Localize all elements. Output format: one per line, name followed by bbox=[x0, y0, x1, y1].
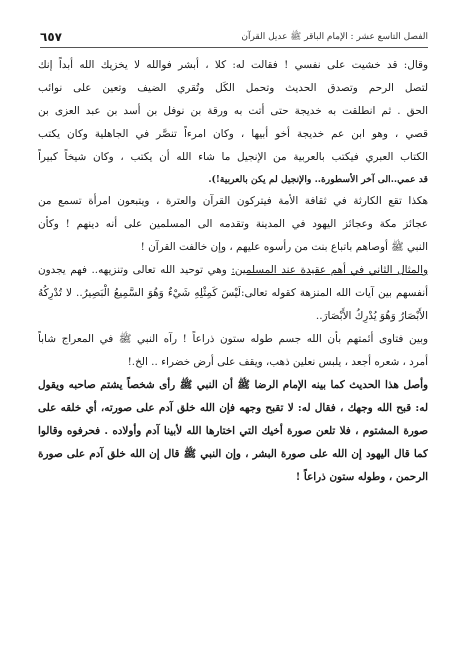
underlined-lead: والمثال الثاني في أهم عقيدة عند المسلمين: bbox=[231, 264, 428, 276]
text-line: الحق . ثم انطلقت به خديجة حتى أتت به ورقة بن نوفل بن أسد بن عبد العزى بن bbox=[38, 105, 428, 117]
text-line: النبي ﷺ أوصاهم باتباع بنت من رأسوه عليهم ، وإن خالفت القرآن ! bbox=[140, 241, 428, 253]
running-head: الفصل التاسع عشر : الإمام الباقر ﷺ عديل القرآن bbox=[241, 32, 428, 42]
page-number: ٦٥٧ bbox=[40, 30, 62, 44]
paragraph-6 bbox=[38, 374, 428, 489]
paragraph-5 bbox=[38, 328, 428, 374]
paragraph-3 bbox=[38, 190, 428, 259]
text-line bbox=[38, 259, 428, 282]
page-body bbox=[38, 54, 428, 489]
lead-continuation: وهي توحيد الله تعالى وتنزيهه.. فهم يجدون bbox=[38, 264, 227, 276]
text-line: أمرد ، شعره أجعد ، يلبس نعلين ذهب، ويقف على أرض خضراء .. الخ.! bbox=[127, 356, 428, 368]
text-line: صورة المشتوم ، فلا تلعن صورة أخيك التي اختارها الله لأبينا آدم وأولاده . فحرفوه وقالوا bbox=[38, 425, 428, 437]
quran-verse-line: الأَبْصَارُ وَهُوَ يُدْرِكُ الأَبْصَارَ.. bbox=[315, 310, 428, 322]
paragraph-2 bbox=[38, 169, 428, 190]
text-line: لتصل الرحم وتصدق الحديث وتحمل الكَل وتُقري الضيف وتعين على نوائب bbox=[38, 82, 428, 94]
text-line: له: قبح الله وجهك ، فقال له: لا تقبح وجهه فإن الله خلق آدم على صورته، أي خلقه على bbox=[38, 402, 428, 414]
text-line: عجائز مكة وعجائز اليهود في المدينة وتقدمه الى المسلمين على أنه دينهم ! وكأن bbox=[38, 218, 428, 230]
text-line: الكتاب العبري فيكتب بالعربية من الإنجيل ما شاء الله أن يكتب ، وكان شيخاً كبيراً bbox=[38, 151, 428, 163]
header-rule bbox=[40, 47, 428, 48]
paragraph-1 bbox=[38, 54, 428, 169]
page-header bbox=[40, 26, 428, 44]
quran-verse-line: أنفسهم بين آيات الله المنزهة كقوله تعالى:لَيْسَ كَمِثْلِهِ شَيْءٌ وَهُوَ السَّمِيعُ الْبَصِيرُ.. لا تُدْرِكُهُ bbox=[38, 287, 428, 299]
text-line: قد عمي..الى آخر الأسطورة.. والإنجيل لم يكن بالعربية!). bbox=[208, 174, 428, 185]
paragraph-4 bbox=[38, 259, 428, 328]
text-line: هكذا تقع الكارثة في ثقافة الأمة فيتركون القرآن والعترة ، ويتبعون امرأة تسمع من bbox=[38, 195, 428, 207]
text-line: كما قال اليهود إن الله على صورة البشر ، وإن النبي ﷺ قال إن الله خلق آدم على صورة bbox=[38, 448, 428, 460]
text-line: وأصل هذا الحديث كما بينه الإمام الرضا ﷺ أن النبي ﷺ رأى شخصاً يشتم صاحبه ويقول bbox=[38, 379, 428, 391]
text-line: وبين فتاوى أئمتهم بأن الله جسم طوله ستون ذراعاً ! رآه النبي ﷺ في المعراج شاباً bbox=[38, 333, 428, 345]
text-line: قصي ، وهو ابن عم خديجة أخو أبيها ، وكان امرءاً تنصَّر في الجاهلية وكان يكتب bbox=[38, 128, 428, 140]
text-line: الرحمن ، وطوله ستون ذراعاً ! bbox=[295, 471, 428, 483]
text-line: وقال: قد خشيت على نفسي ! فقالت له: كلا ، أبشر فوالله لا يخزيك الله أبداً إنك bbox=[38, 59, 428, 71]
